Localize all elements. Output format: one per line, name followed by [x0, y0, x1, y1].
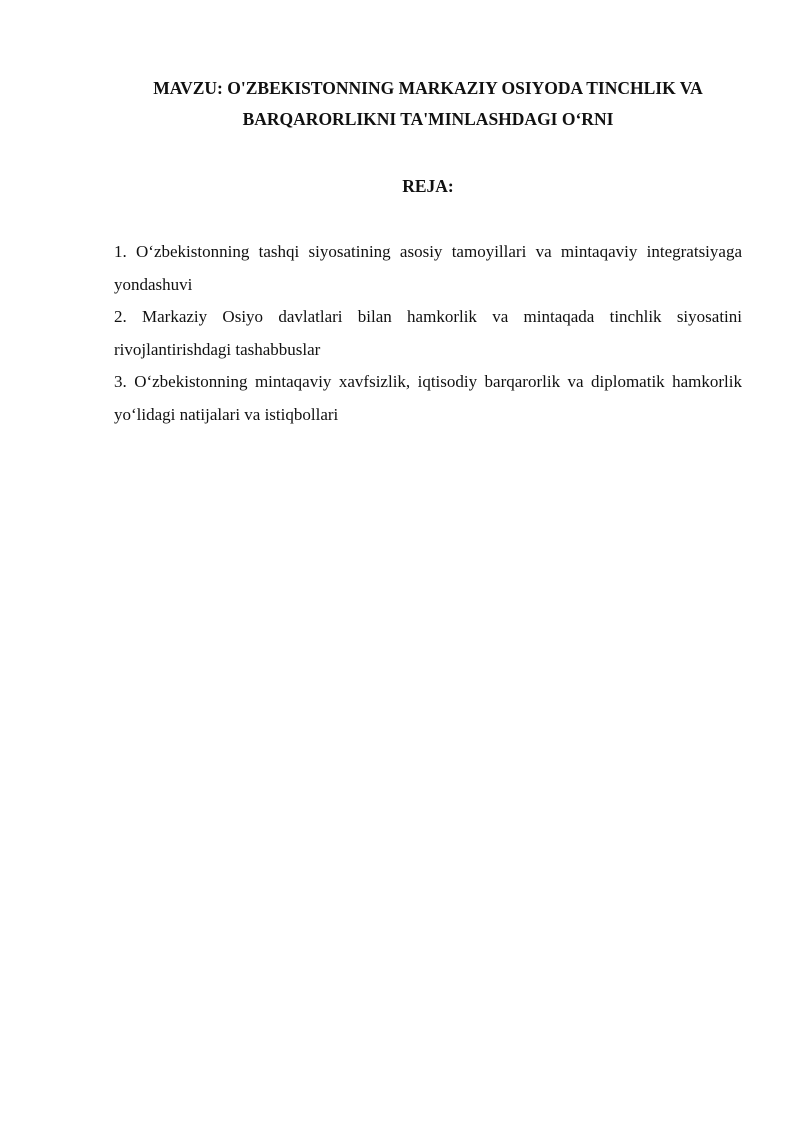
plan-item: 1. O‘zbekistonning tashqi siyosatining asosiy tamoyillari va mintaqaviy integratsiyaga yondashuvi — [114, 242, 742, 294]
document-title — [100, 73, 756, 135]
document-title-line-2: BARQARORLIKNI TA'MINLASHDAGI O‘RNI — [242, 109, 614, 129]
plan-item: 2. Markaziy Osiyo davlatlari bilan hamkorlik va mintaqada tinchlik siyosatini rivojlantirishdagi tashabbuslar — [114, 307, 742, 359]
document-title-line-1: MAVZU: O'ZBEKISTONNING MARKAZIY OSIYODA TINCHLIK VA — [153, 78, 703, 98]
plan-item: 3. O‘zbekistonning mintaqaviy xavfsizlik, iqtisodiy barqarorlik va diplomatik hamkorlik yo‘lidagi natijalari va istiqbollari — [114, 372, 742, 424]
plan-list — [114, 236, 742, 431]
plan-heading: REJA: — [402, 176, 454, 196]
